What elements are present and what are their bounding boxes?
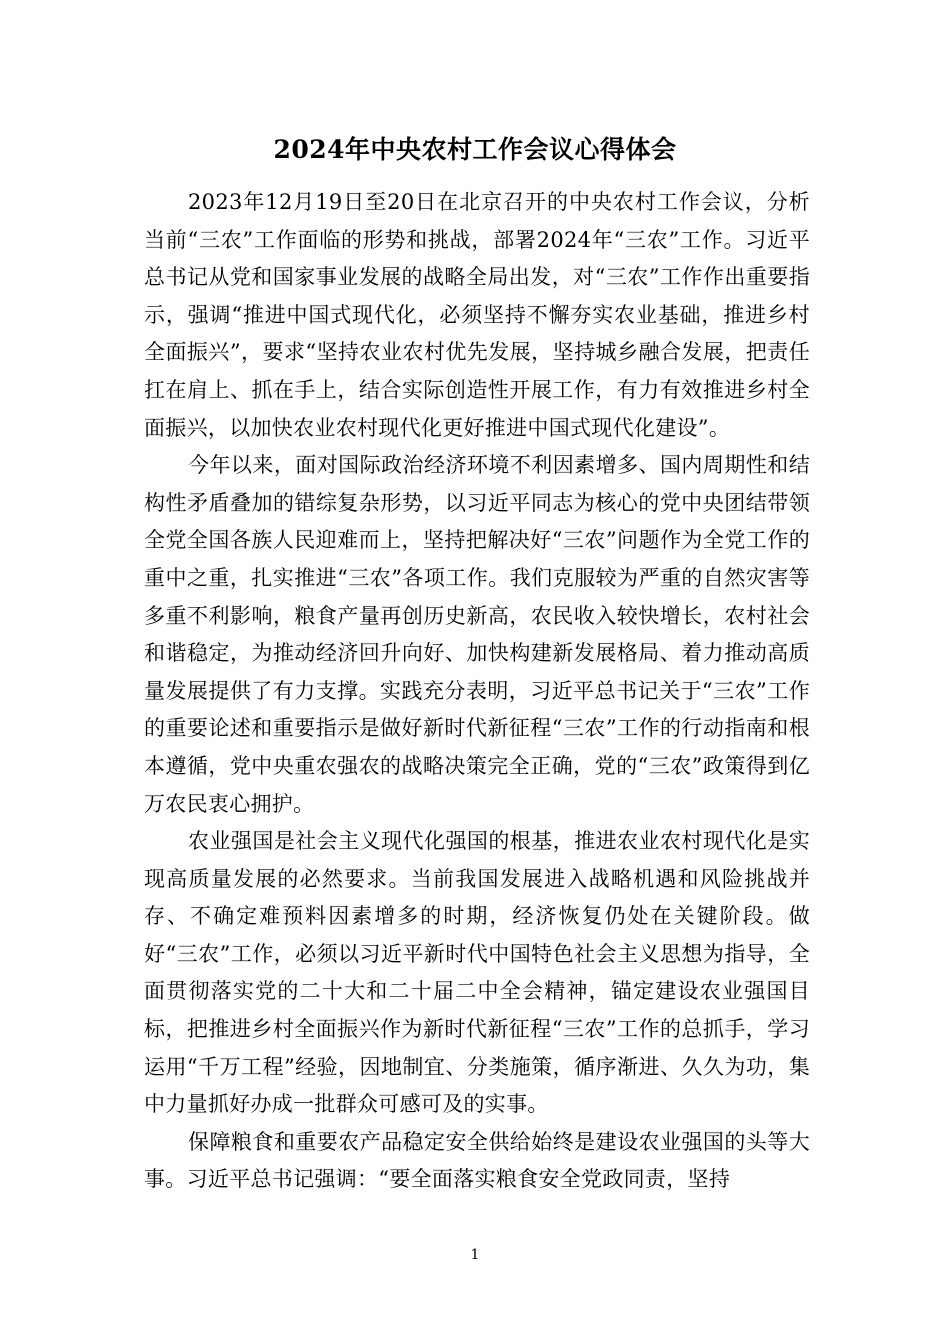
page-number: 1: [470, 1247, 480, 1263]
paragraph-4: 保障粮食和重要农产品稳定安全供给始终是建设农业强国的头等大事。习近平总书记强调：“要全面落实粮食安全党政同责，坚持: [144, 1129, 810, 1192]
paragraph-3: 农业强国是社会主义现代化强国的根基，推进农业农村现代化是实现高质量发展的必然要求。当前我国发展进入战略机遇和风险挑战并存、不确定难预料因素增多的时期，经济恢复仍处在关键阶段。做好“三农”工作，必须以习近平新时代中国特色社会主义思想为指导，全面贯彻落实党的二十大和二十届二中全会精神，锚定建设农业强国目标，把推进乡村全面振兴作为新时代新征程“三农”工作的总抓手，学习运用“千万工程”经验，因地制宜、分类施策，循序渐进、久久为功，集中力量抓好办成一批群众可感可及的实事。: [144, 829, 810, 1117]
paragraph-2: 今年以来，面对国际政治经济环境不利因素增多、国内周期性和结构性矛盾叠加的错综复杂形势，以习近平同志为核心的党中央团结带领全党全国各族人民迎难而上，坚持把解决好“三农”问题作为全党工作的重中之重，扎实推进“三农”各项工作。我们克服较为严重的自然灾害等多重不利影响，粮食产量再创历史新高，农民收入较快增长，农村社会和谐稳定，为推动经济回升向好、加快构建新发展格局、着力推动高质量发展提供了有力支撑。实践充分表明，习近平总书记关于“三农”工作的重要论述和重要指示是做好新时代新征程“三农”工作的行动指南和根本遵循，党中央重农强农的战略决策完全正确，党的“三农”政策得到亿万农民衷心拥护。: [144, 453, 810, 816]
paragraph-1: 2023年12月19日至20日在北京召开的中央农村工作会议，分析当前“三农”工作面临的形势和挑战，部署2024年“三农”工作。习近平总书记从党和国家事业发展的战略全局出发，对“三农”工作作出重要指示，强调“推进中国式现代化，必须坚持不懈夯实农业基础，推进乡村全面振兴”，要求“坚持农业农村优先发展，坚持城乡融合发展，把责任扛在肩上、抓在手上，结合实际创造性开展工作，有力有效推进乡村全面振兴，以加快农业农村现代化更好推进中国式现代化建设”。: [144, 190, 810, 440]
page-title: 2024年中央农村工作会议心得体会: [273, 135, 677, 164]
document-body: [144, 184, 810, 1199]
